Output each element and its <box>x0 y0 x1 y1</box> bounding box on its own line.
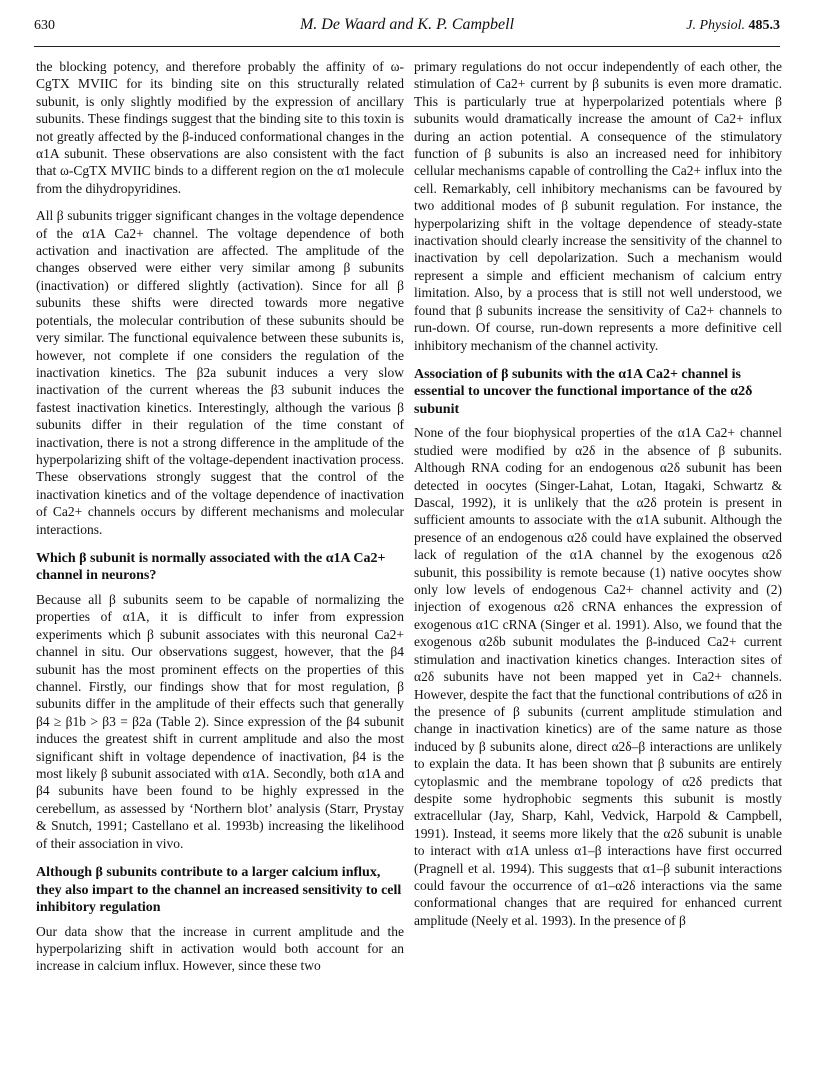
volume-issue: 485.3 <box>748 18 780 33</box>
left-column <box>36 58 404 975</box>
journal-citation <box>686 18 780 34</box>
right-column <box>414 58 782 929</box>
left-paragraph-1: the blocking potency, and therefore probably the affinity of ω-CgTX MVIIC for its binding site on this structurally related subunit, is only slightly modified by the expression of ancillary subunits. These findings suggest that the binding site to this toxin is not greatly affected by the β-induced conformational changes in the α1A subunit. These observations are also consistent with the fact that ω-CgTX MVIIC binds to a different region on the α1 molecule from the dihydropyridines. <box>36 59 404 196</box>
left-paragraph-2: All β subunits trigger significant changes in the voltage dependence of the α1A Ca2+ channel. The voltage dependence of both activation and inactivation are affected. The amplitude of the changes observed were either very similar among β subunits (inactivation) or differed slightly (activation). Since for all β subunits these shifts were directed towards more negative potentials, the molecular contribution of these subunits should be very similar. The functional equivalence between these subunits is, however, not complete if one considers the regulation of the inactivation kinetics. The β2a subunit induces a very slow inactivation of the current whereas the β3 subunit induces the fastest inactivation kinetics. Interestingly, although the various β subunits differ in their regulation of the time constant of inactivation, there is not a strong difference in the amplitude of the hyperpolarizing shift of the voltage-dependent inactivation process. These observations strongly suggest that the control of the inactivation kinetics and of the voltage dependence of inactivation of Ca2+ channels occurs by different mechanisms and molecular interactions. <box>36 208 404 537</box>
section-heading-calcium-influx: Although β subunits contribute to a larger calcium influx, they also impart to the channel an increased sensitivity to cell inhibitory regulation <box>36 865 402 916</box>
running-authors: M. De Waard and K. P. Campbell <box>299 16 515 33</box>
section-heading-alpha2delta: Association of β subunits with the α1A Ca2+ channel is essential to uncover the functional importance of the α2δ subunit <box>414 366 753 417</box>
left-paragraph-3: Because all β subunits seem to be capable of normalizing the properties of α1A, it is difficult to infer from expression experiments which β subunit associates with this neuronal Ca2+ channel in situ. Our observations suggest, however, that the β4 subunit has the most prominent effects on the properties of this channel. Firstly, our findings show that for most regulation, β subunits differ in the amplitude of their effects such that generally β4 ≥ β1b > β3 = β2a (Table 2). Since expression of the β4 subunit induces the greatest shift in current amplitude and also the most significant shift in voltage dependence of inactivation, β4 is the most likely β subunit associated with α1A. Secondly, both α1A and β4 subunits have been found to be highly expressed in the cerebellum, as assessed by ‘Northern blot’ analysis (Starr, Prystay & Snutch, 1991; Castellano et al. 1993b) increasing the likelihood of their association in vivo. <box>36 591 404 851</box>
page-number: 630 <box>34 18 55 33</box>
running-header <box>34 18 780 40</box>
section-heading-beta-neurons: Which β subunit is normally associated with the α1A Ca2+ channel in neurons? <box>36 550 386 584</box>
right-paragraph-2: None of the four biophysical properties of the α1A Ca2+ channel studied were modified by α2δ in the absence of β subunits. Although RNA coding for an endogenous α2δ subunit has been detected in oocytes (Singer-Lahat, Lotan, Itagaki, Schwartz & Dascal, 1992), it is unlikely that the α2δ protein is present in sufficient amounts to associate with the α1A subunit. Although the presence of an endogenous α2δ could have explained the observed lack of regulation of the α1A channel by the exogenous α2δ subunit, this possibility is remote because (1) native oocytes show only low levels of endogenous Ca2+ channel activity and (2) injection of exogenous α2δ cRNA enhances the expression of exogenous α1C cRNA (Singer et al. 1991). Also, we found that the exogenous α2δb subunit modulates the β-induced Ca2+ current stimulation and inactivation kinetics changes. Interaction sites of α2δ subunits have not been mapped yet in Ca2+ channels. However, despite the fact that the functional contributions of α2δ in the presence of β subunits (current amplitude stimulation and change in inactivation kinetics) are of the same nature as those induced by β subunits alone, direct α2δ–β interactions are unlikely to explain the data. It has been shown that β subunits are entirely cytoplasmic and the membrane topology of α2δ predicts that despite some hydrophobic segments this subunit is mostly extracellular (Jay, Sharp, Kahl, Vedvick, Harpold & Campbell, 1991). Instead, it seems more likely that the α2δ subunit is unable to interact with α1A unless α1–β interactions have first occurred (Pragnell et al. 1994). This suggests that α1–β subunit interactions could favour the occurrence of α1–α2δ interactions via the same conformational changes that are required for enhanced current amplitude (Neely et al. 1993). In the presence of β <box>414 425 782 928</box>
header-rule <box>34 46 780 47</box>
right-paragraph-1: primary regulations do not occur independently of each other, the stimulation of Ca2+ current by β subunits is even more dramatic. This is particularly true at hyperpolarized potentials where β subunits would dramatically increase the amount of Ca2+ influx during an action potential. A consequence of the stimulatory function of β subunits is also an increased need for inhibitory cellular mechanisms capable of controlling the Ca2+ influx into the cell. Remarkably, cell inhibitory mechanisms can be favoured by two additional modes of β subunit regulation. For instance, the hyperpolarizing shift in the voltage dependence of steady-state inactivation should clearly increase the sensitivity of the channel to inactivation by cell depolarization. Such a mechanism would represent a simple and efficient mechanism of calcium entry limitation. Also, by a process that is still not well understood, we found that β subunits increase the sensitivity of Ca2+ channels to run-down. Of course, run-down represents a more definitive cell inhibitory mechanism of the channel activity. <box>414 59 782 353</box>
left-paragraph-4: Our data show that the increase in current amplitude and the hyperpolarizing shift in activation would both account for an increase in calcium influx. However, since these two <box>36 923 404 974</box>
journal-name: J. Physiol. <box>686 18 745 33</box>
